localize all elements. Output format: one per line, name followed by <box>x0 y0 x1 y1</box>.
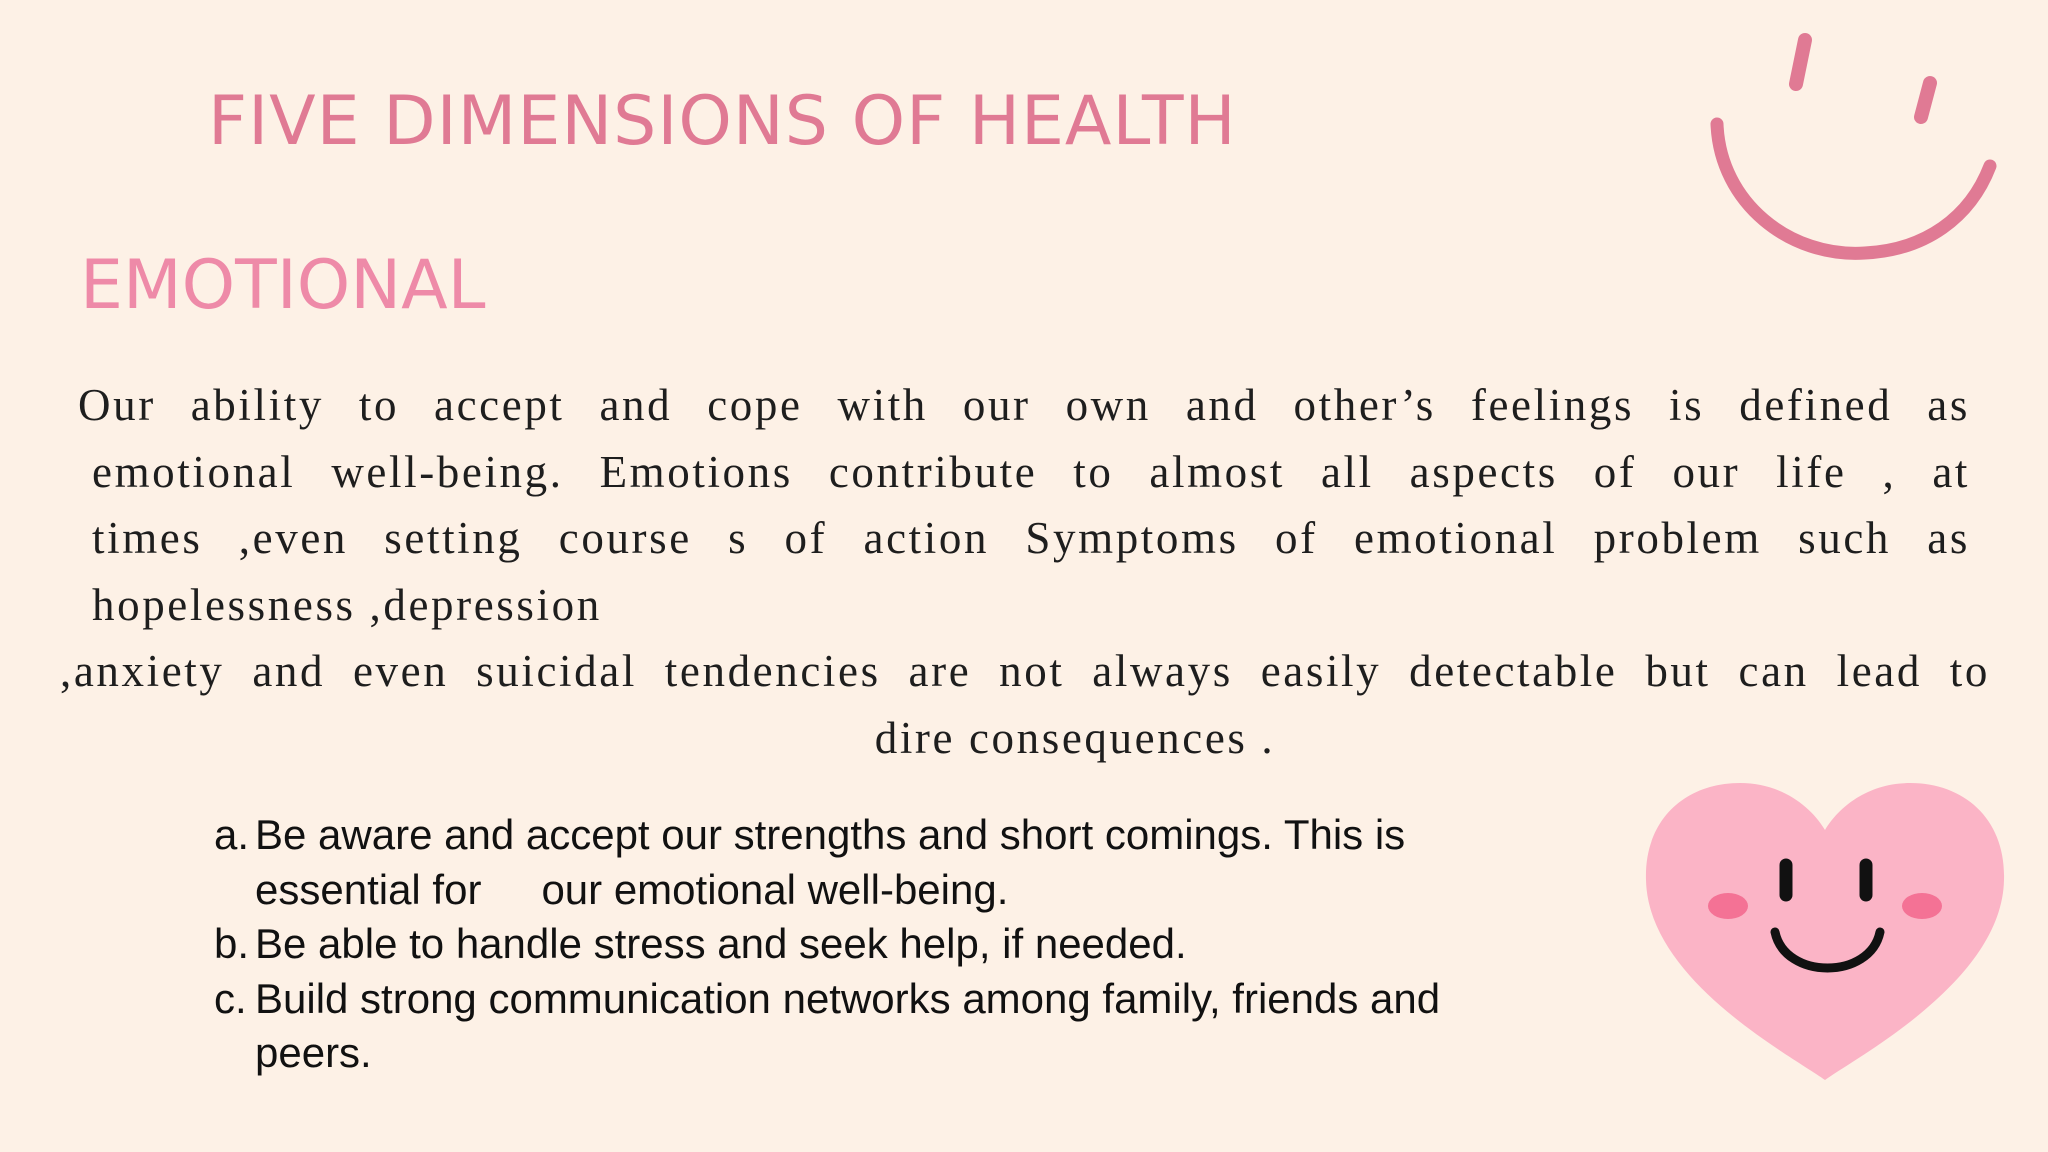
paragraph-line: hopelessness ,depression <box>92 579 602 630</box>
list-item <box>214 917 1554 972</box>
list-item-text: Build strong communication networks among family, friends and <box>255 974 1441 1022</box>
tips-list <box>214 808 1554 1081</box>
list-item-text: peers. <box>255 1029 372 1076</box>
list-item <box>214 808 1554 917</box>
list-marker: b. <box>214 920 250 967</box>
list-item <box>214 972 1554 1081</box>
list-marker: a. <box>214 811 250 858</box>
paragraph-line: emotional well-being. Emotions contribute to almost all aspects of our life , at <box>92 446 1970 497</box>
smiley-face-outline-icon <box>1700 28 2000 278</box>
paragraph-line: ,anxiety and even suicidal tendencies are not always easily detectable but can lead to <box>60 646 1990 696</box>
paragraph-line: dire consequences . <box>874 712 1276 763</box>
list-item-text: our emotional well-being. <box>541 865 1009 913</box>
smiling-heart-icon <box>1640 780 2010 1090</box>
list-item-text: Be aware and accept our strengths and short comings. This is <box>255 811 1406 858</box>
paragraph-line: Our ability to accept and cope with our own and other’s feelings is defined as <box>78 380 1970 430</box>
section-heading: EMOTIONAL <box>80 246 486 325</box>
paragraph-line: times ,even setting course s of action Symptoms of emotional problem such as <box>92 513 1970 563</box>
list-item-text: essential for <box>255 865 482 913</box>
slide-title: FIVE DIMENSIONS OF HEALTH <box>208 82 1237 161</box>
list-marker: c. <box>214 974 247 1022</box>
list-item-text: Be able to handle stress and seek help, if needed. <box>255 920 1187 967</box>
body-paragraph <box>60 372 1990 771</box>
